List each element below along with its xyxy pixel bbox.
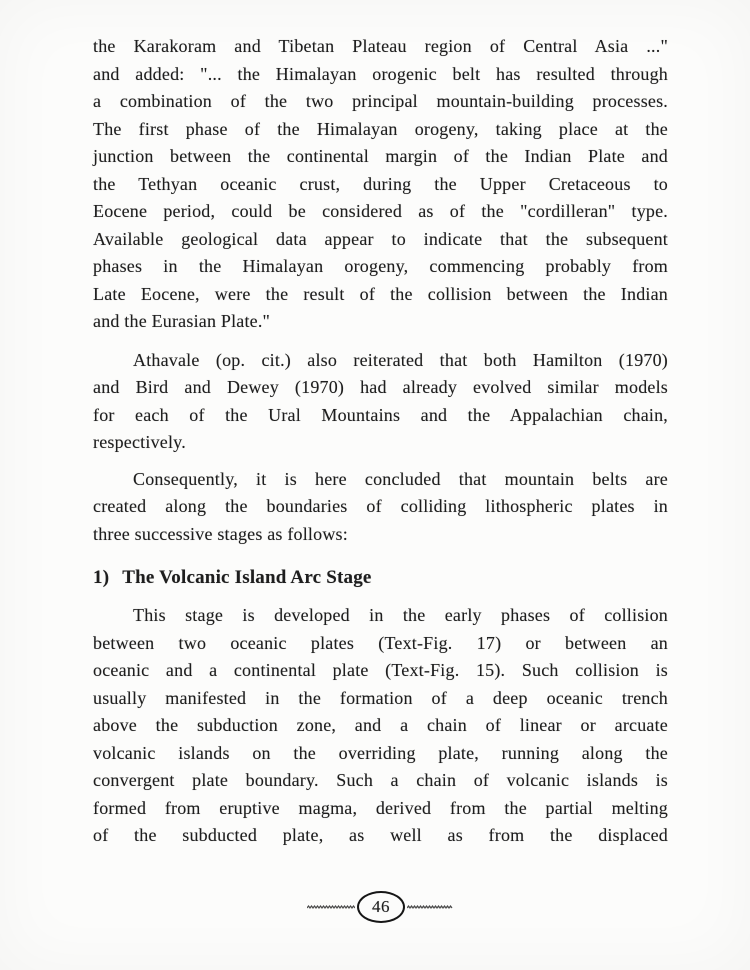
section-title: The Volcanic Island Arc Stage xyxy=(122,567,372,588)
text-line: of the subducted plate, as well as from the displaced xyxy=(93,825,668,845)
paragraph xyxy=(93,466,668,549)
paragraph xyxy=(93,602,668,850)
text-line: and Bird and Dewey (1970) had already evolved similar models xyxy=(93,377,668,397)
text-line: junction between the continental margin of the Indian Plate and xyxy=(93,146,668,166)
text-line: created along the boundaries of colliding lithospheric plates in xyxy=(93,496,668,516)
paragraph xyxy=(93,33,668,336)
page-number-badge xyxy=(357,891,405,923)
paragraph xyxy=(93,347,668,457)
text-line: phases in the Himalayan orogeny, commencing probably from xyxy=(93,256,668,276)
page-footer xyxy=(6,891,750,923)
text-line: Consequently, it is here concluded that mountain belts are xyxy=(133,468,668,489)
text-line: volcanic islands on the overriding plate, running along the xyxy=(93,742,668,763)
text-line: respectively. xyxy=(93,432,186,452)
text-line: and added: "... the Himalayan orogenic belt has resulted through xyxy=(93,63,668,84)
text-line: formed from eruptive magma, derived from the partial melting xyxy=(93,797,668,818)
text-block xyxy=(93,33,668,850)
text-line: for each of the Ural Mountains and the Appalachian chain, xyxy=(93,404,668,425)
footer-ornament-right-icon xyxy=(407,903,455,912)
text-line: oceanic and a continental plate (Text-Fig. 15). Such collision is xyxy=(93,660,668,680)
text-line: convergent plate boundary. Such a chain of volcanic islands is xyxy=(93,770,668,790)
section-number: 1) xyxy=(93,567,110,588)
text-line: three successive stages as follows: xyxy=(93,523,348,544)
text-line: and the Eurasian Plate." xyxy=(93,311,271,331)
text-line: the Tethyan oceanic crust, during the Upper Cretaceous to xyxy=(93,173,668,194)
text-line: above the subduction zone, and a chain of linear or arcuate xyxy=(93,715,668,735)
text-line: Available geological data appear to indicate that the subsequent xyxy=(93,228,668,249)
footer-ornament-left-icon xyxy=(307,903,355,912)
text-line: Athavale (op. cit.) also reiterated that both Hamilton (1970) xyxy=(133,349,668,370)
text-line: The first phase of the Himalayan orogeny, taking place at the xyxy=(93,118,668,139)
page-number: 46 xyxy=(372,897,390,916)
text-line: between two oceanic plates (Text-Fig. 17) or between an xyxy=(93,632,668,653)
text-line: a combination of the two principal mountain-building processes. xyxy=(93,91,668,111)
text-line: This stage is developed in the early phases of collision xyxy=(133,605,668,625)
section-heading xyxy=(93,565,668,591)
text-line: the Karakoram and Tibetan Plateau region of Central Asia ..." xyxy=(93,36,668,56)
text-line: Late Eocene, were the result of the collision between the Indian xyxy=(93,283,668,304)
text-line: Eocene period, could be considered as of the "cordilleran" type. xyxy=(93,201,668,221)
text-line: usually manifested in the formation of a deep oceanic trench xyxy=(93,687,668,708)
